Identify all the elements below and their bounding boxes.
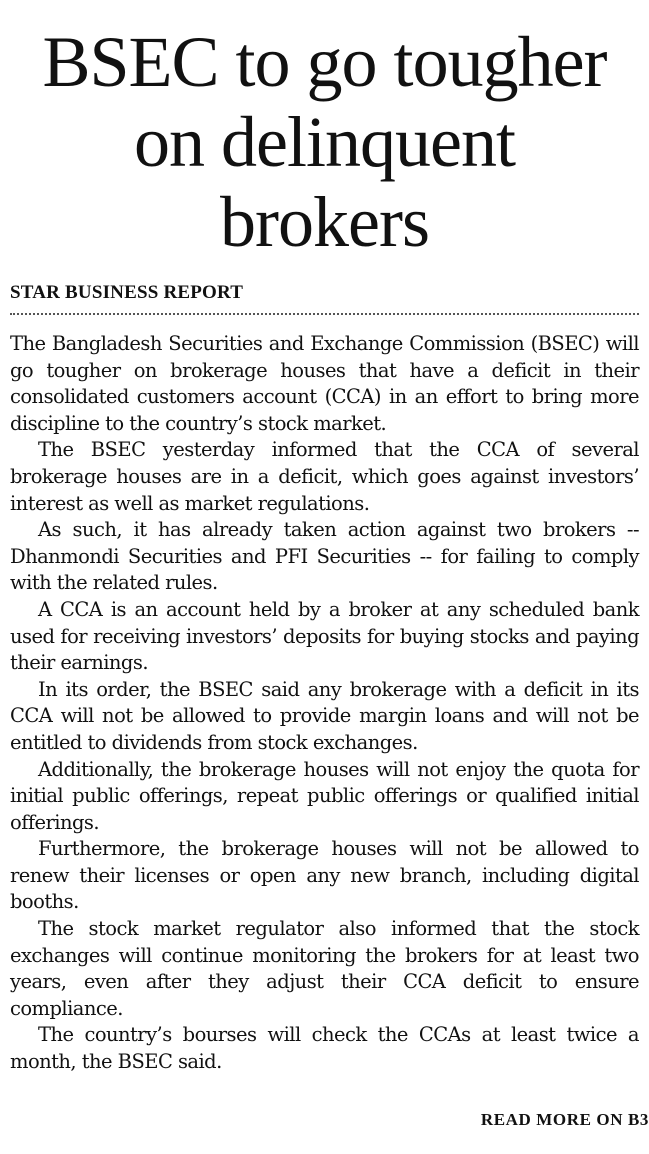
paragraph: The country’s bourses will check the CCAs at least twice a month, the BSEC said. xyxy=(10,1023,639,1074)
paragraph: Additionally, the brokerage houses will not enjoy the quota for initial public offerings, repeat public offerings or qualified initial offerings. xyxy=(10,757,639,834)
read-more-link[interactable]: READ MORE ON B3 xyxy=(480,1110,649,1129)
paragraph: A CCA is an account held by a broker at any scheduled bank used for receiving investors’ deposits for buying stocks and paying their earnings. xyxy=(10,597,639,675)
headline-line-3: brokers xyxy=(220,182,429,262)
paragraph: In its order, the BSEC said any brokerage with a deficit in its CCA will not be allowed to provide margin loans and will not be entitled to dividends from stock exchanges. xyxy=(10,677,639,754)
paragraph: As such, it has already taken action against two brokers -- Dhanmondi Securities and PFI Securities -- for failing to comply with the related rules. xyxy=(10,518,639,595)
paragraph: The stock market regulator also informed that the stock exchanges will continue monitoring the brokers for at least two years, even after they adjust their CCA deficit to ensure compliance. xyxy=(10,917,639,1020)
byline: STAR BUSINESS REPORT xyxy=(10,282,244,303)
paragraph: The BSEC yesterday informed that the CCA of several brokerage houses are in a deficit, which goes against investors’ interest as well as market regulations. xyxy=(10,438,639,515)
headline xyxy=(10,22,639,262)
dotted-divider xyxy=(10,313,639,315)
paragraph: Furthermore, the brokerage houses will not be allowed to renew their licenses or open any new branch, including digital booths. xyxy=(10,837,639,914)
article-body xyxy=(10,331,639,1076)
paragraph: The Bangladesh Securities and Exchange Commission (BSEC) will go tougher on brokerage houses that have a deficit in their consolidated customers account (CCA) in an effort to bring more discipline to the country’s stock market. xyxy=(10,332,639,435)
headline-line-2: on delinquent xyxy=(134,102,515,182)
headline-line-1: BSEC to go tougher xyxy=(42,22,607,102)
article xyxy=(10,0,639,1076)
